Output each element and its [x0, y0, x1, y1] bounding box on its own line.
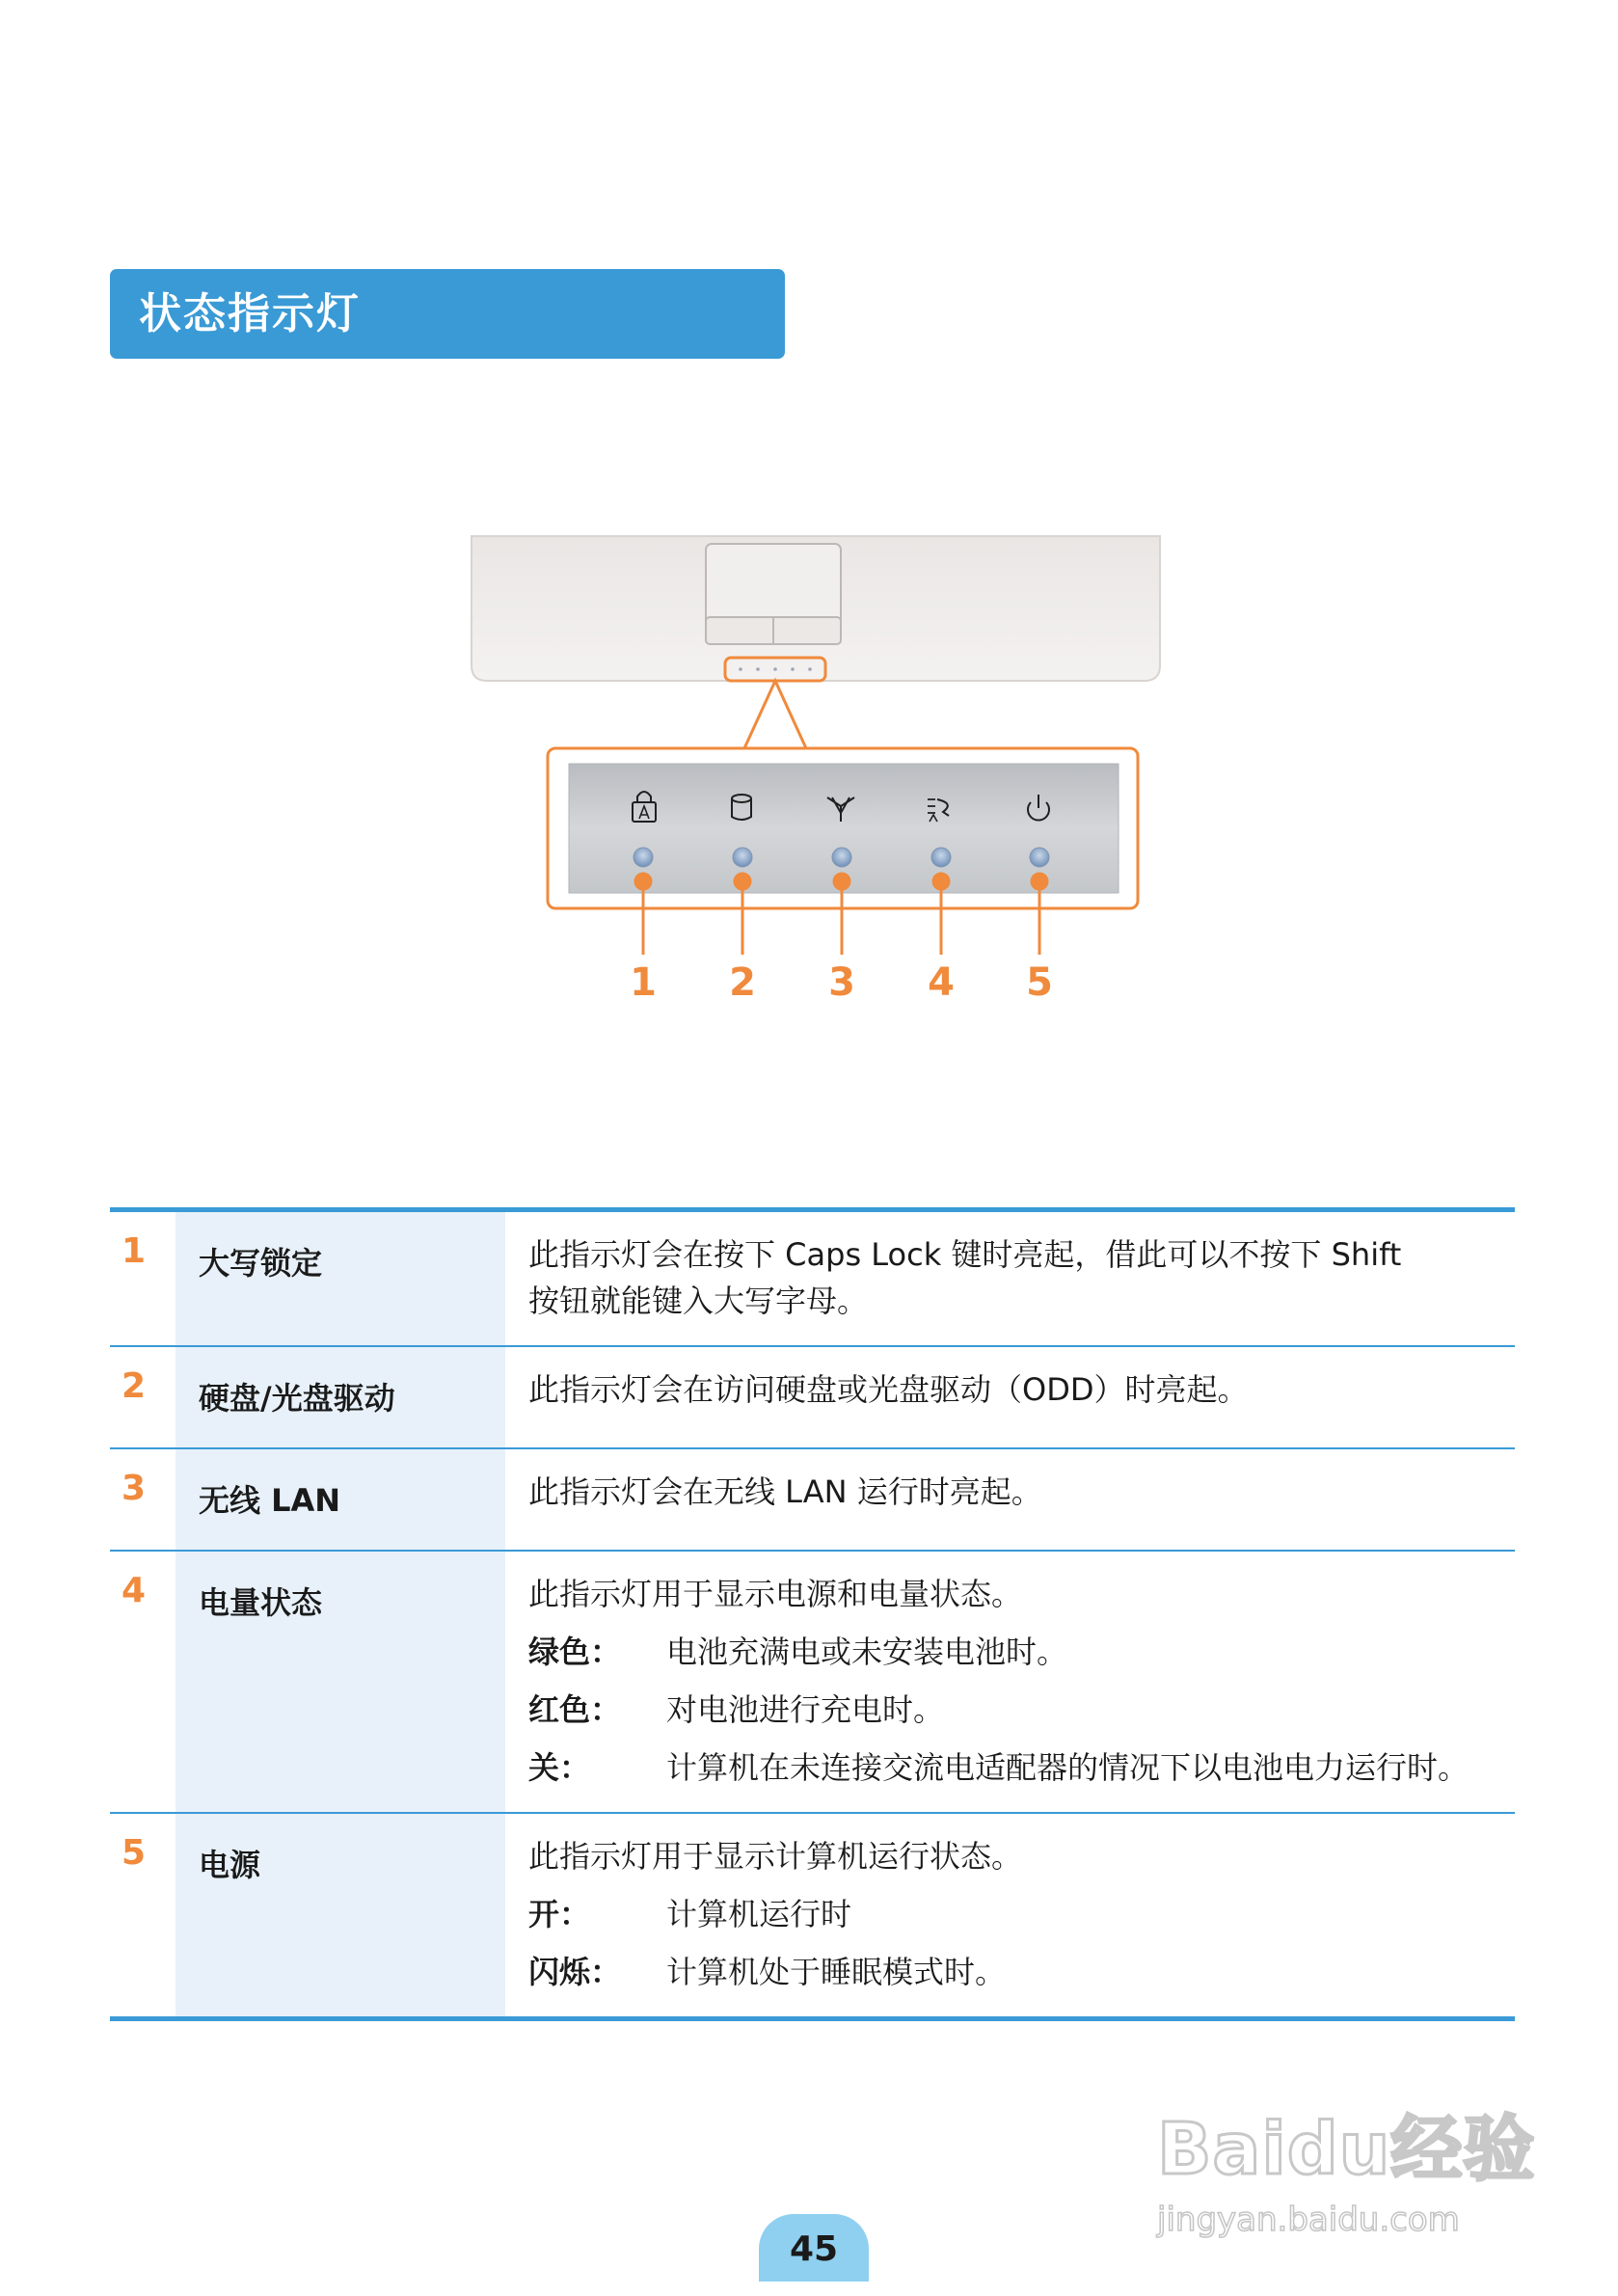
callout-number: 1 — [630, 960, 657, 1005]
indicator-name: 电源 — [175, 1814, 505, 2016]
state-item — [528, 1949, 1476, 1995]
watermark — [1157, 2093, 1543, 2266]
callout-leaders — [635, 874, 1047, 955]
indicator-description — [505, 1212, 1515, 1345]
description-line: 按钮就能键入大写字母。 — [528, 1283, 869, 1319]
indicator-name: 无线 LAN — [175, 1449, 505, 1550]
row-number: 3 — [121, 1469, 147, 1508]
state-value: 对电池进行充电时。 — [666, 1691, 945, 1728]
indicator-name: 硬盘/光盘驱动 — [175, 1347, 505, 1447]
laptop-palmrest — [472, 536, 1160, 681]
state-label: 红色： — [528, 1691, 622, 1728]
row-number: 2 — [121, 1366, 147, 1406]
state-label: 绿色： — [528, 1634, 622, 1670]
indicator-description — [505, 1552, 1515, 1812]
row-number: 5 — [121, 1833, 147, 1873]
description-line: 此指示灯会在无线 LAN 运行时亮起。 — [528, 1473, 1042, 1510]
description-line: 此指示灯用于显示电源和电量状态。 — [528, 1576, 1023, 1612]
indicator-name: 电量状态 — [175, 1552, 505, 1812]
description-line: 此指示灯会在访问硬盘或光盘驱动（ODD）时亮起。 — [528, 1371, 1249, 1408]
state-label: 开： — [528, 1896, 591, 1932]
laptop-indicator-figure — [0, 0, 1618, 1061]
table-row — [110, 1552, 1515, 1814]
indicator-description — [505, 1449, 1515, 1550]
power-icon — [1028, 795, 1049, 821]
state-label: 闪烁： — [528, 1954, 622, 1990]
callout-number: 3 — [828, 960, 855, 1005]
table-row — [110, 1814, 1515, 2016]
section-title: 状态指示灯 — [110, 269, 785, 359]
hdd-icon — [732, 795, 751, 820]
callout-number: 5 — [1026, 960, 1053, 1005]
indicator-table — [110, 1207, 1515, 2021]
state-value: 电池充满电或未安装电池时。 — [666, 1634, 1068, 1670]
indicator-leds — [634, 848, 1049, 867]
description-line: 此指示灯用于显示计算机运行状态。 — [528, 1838, 1023, 1875]
callout-number: 2 — [729, 960, 756, 1005]
state-item — [528, 1687, 1476, 1733]
state-label: 关： — [528, 1749, 591, 1786]
watermark-logo: Baidu经验 — [1157, 2108, 1536, 2191]
state-item — [528, 1629, 1476, 1675]
table-row — [110, 1212, 1515, 1347]
state-value: 计算机运行时 — [666, 1896, 852, 1932]
row-number: 1 — [121, 1231, 147, 1271]
caps-lock-icon — [633, 792, 656, 822]
touchpad — [706, 544, 841, 644]
table-row — [110, 1347, 1515, 1449]
table-row — [110, 1449, 1515, 1552]
description-line: 此指示灯会在按下 Caps Lock 键时亮起，借此可以不按下 Shift — [528, 1236, 1402, 1273]
state-item — [528, 1891, 1476, 1937]
state-value: 计算机处于睡眠模式时。 — [666, 1954, 1007, 1990]
indicator-description — [505, 1347, 1515, 1447]
indicator-description — [505, 1814, 1515, 2016]
wireless-icon — [827, 797, 854, 822]
page-number: 45 — [759, 2214, 869, 2282]
state-value: 计算机在未连接交流电适配器的情况下以电池电力运行时。 — [666, 1749, 1470, 1786]
watermark-url: jingyan.baidu.com — [1157, 2201, 1460, 2239]
row-number: 4 — [121, 1571, 147, 1610]
state-item — [528, 1744, 1476, 1791]
indicator-name: 大写锁定 — [175, 1212, 505, 1345]
battery-charge-icon — [928, 799, 949, 822]
magnified-panel-frame — [548, 748, 1138, 908]
callout-number: 4 — [928, 960, 955, 1005]
